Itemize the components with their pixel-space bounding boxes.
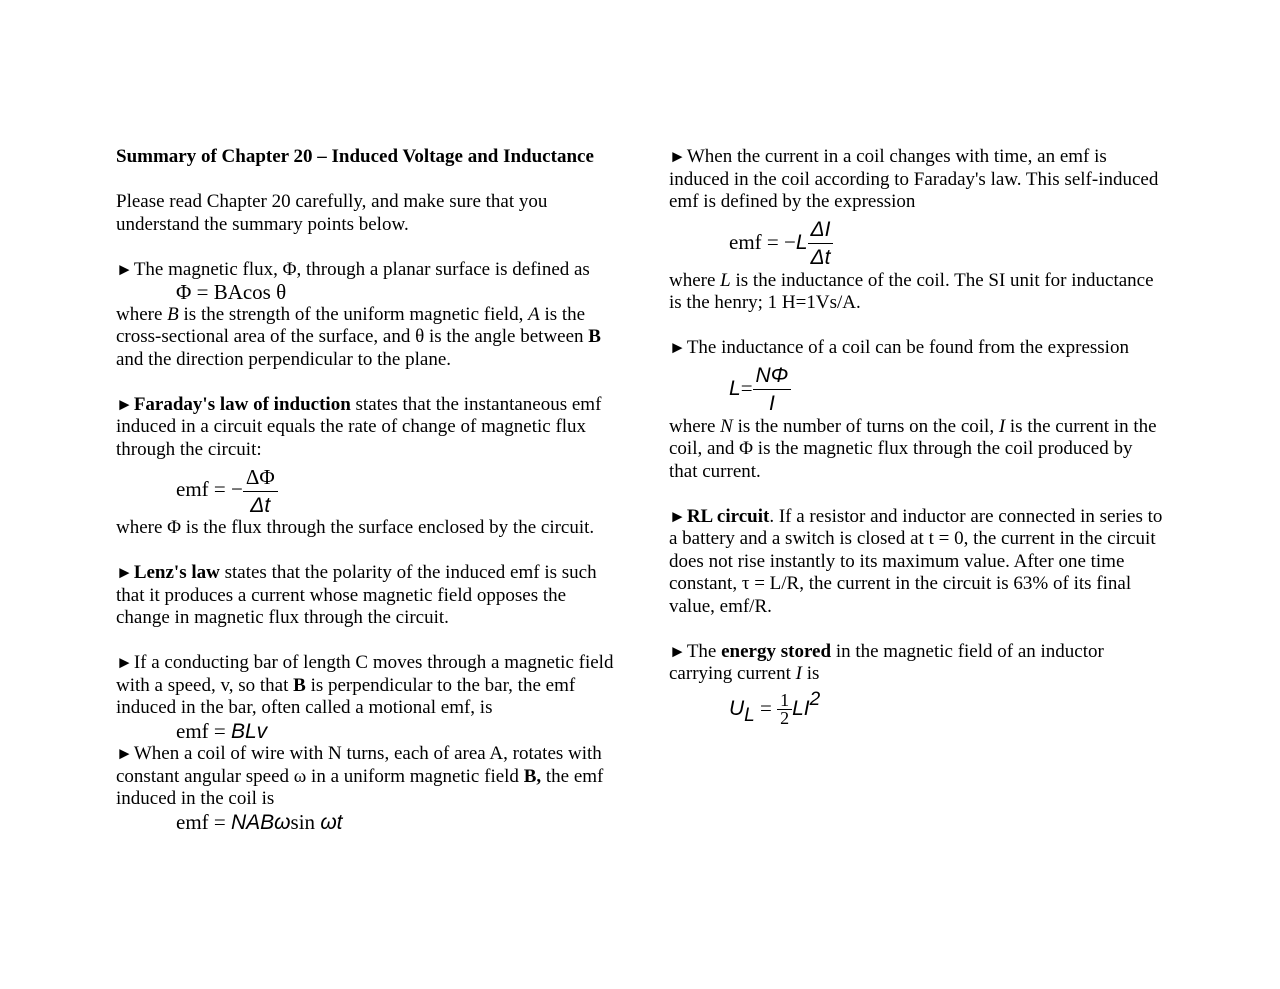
rotating-coil-paragraph: ►When a coil of wire with N turns, each of area A, rotates with constant angular speed ω in a uniform magnetic field B, the emf induced in the coil is	[116, 743, 604, 809]
inductance-definition: where N is the number of turns on the coil, I is the current in the coil, and Φ is the magnetic flux through the coil produced by that current.	[669, 415, 1157, 482]
bullet-icon: ►	[116, 394, 133, 414]
flux-paragraph: ►The magnetic flux, Φ, through a planar surface is defined as	[116, 258, 590, 280]
energy-equation: UL = $\frac{1}{2}$ LI2	[729, 688, 821, 729]
faraday-paragraph: ►Faraday's law of induction states that the instantaneous emf induced in a circuit equals the rate of change of magnetic flux through the circuit:	[116, 393, 602, 460]
bullet-icon: ►	[116, 259, 133, 279]
self-inductance-fraction: $\frac{\Delta I}{\Delta t}$	[808, 216, 834, 271]
bullet-icon: ►	[116, 653, 133, 672]
energy-paragraph: ►The energy stored in the magnetic field of an inductor carrying current I is	[669, 640, 1104, 684]
energy-fraction: $\frac{1}{2}$	[777, 692, 792, 727]
bullet-icon: ►	[669, 641, 686, 661]
bullet-icon: ►	[669, 506, 686, 526]
faraday-fraction: $\frac{\Delta\Phi}{\Delta t}$	[243, 464, 278, 519]
faraday-definition: where Φ is the flux through the surface enclosed by the circuit.	[116, 517, 595, 538]
page-title: Summary of Chapter 20 – Induced Voltage and Inductance	[116, 146, 594, 167]
bullet-icon: ►	[116, 744, 133, 763]
inductance-fraction: $\frac{N\Phi}{I}$	[753, 362, 792, 417]
right-column	[669, 146, 1164, 730]
rotating-coil-equation: emf = NABωsin ωt	[176, 809, 343, 834]
faraday-equation: emf = − $\frac{\Delta\Phi}{\Delta t}$	[176, 461, 616, 517]
self-inductance-equation: emf = −L $\frac{\Delta I}{\Delta t}$	[729, 214, 1164, 270]
left-column	[116, 146, 616, 834]
bullet-icon: ►	[669, 338, 686, 357]
bullet-icon: ►	[669, 147, 686, 166]
rl-circuit-paragraph: ►RL circuit. If a resistor and inductor are connected in series to a battery and a switch is closed at t = 0, the current in the circuit does not rise instantly to its maximum value. After one time constant, τ = L/R, the current in the circuit is 63% of its final value, emf/R.	[669, 505, 1163, 617]
flux-definition: where B is the strength of the uniform magnetic field, A is the cross-sectional area of the surface, and θ is the angle between B and the direction perpendicular to the plane.	[116, 303, 601, 370]
flux-equation: Φ = BAcos θ	[176, 280, 287, 304]
motional-emf-paragraph: ►If a conducting bar of length C moves through a magnetic field with a speed, v, so that B is perpendicular to the bar, the emf induced in the bar, often called a motional emf, is	[116, 652, 614, 718]
lenz-paragraph: ►Lenz's law states that the polarity of the induced emf is such that it produces a current whose magnetic field opposes the change in magnetic flux through the circuit.	[116, 562, 597, 628]
inductance-paragraph: ►The inductance of a coil can be found from the expression	[669, 337, 1129, 358]
bullet-icon: ►	[116, 563, 133, 582]
inductance-equation: L= $\frac{N\Phi}{I}$	[729, 360, 1164, 416]
self-inductance-paragraph: ►When the current in a coil changes with time, an emf is induced in the coil according to Faraday's law. This self-induced emf is defined by the expression	[669, 146, 1159, 212]
self-inductance-definition: where L is the inductance of the coil. The SI unit for inductance is the henry; 1 H=1Vs/A.	[669, 269, 1154, 313]
intro-paragraph: Please read Chapter 20 carefully, and make sure that you understand the summary points below.	[116, 191, 548, 235]
motional-emf-equation: emf = BLv	[176, 718, 268, 743]
